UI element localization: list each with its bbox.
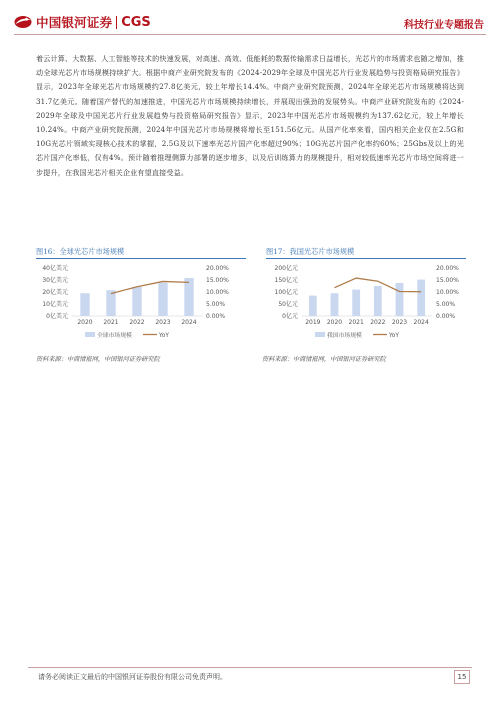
figure-16-chart xyxy=(36,262,246,350)
page-header xyxy=(0,0,500,38)
legend-bar-label: 全球市场规模 xyxy=(97,333,132,339)
y-left-tick-label: 10亿美元 xyxy=(42,301,68,309)
galaxy-logo-icon xyxy=(14,15,32,29)
figure-17-chart xyxy=(266,262,476,350)
figure-16-rule xyxy=(36,258,246,259)
chart-svg xyxy=(266,262,476,350)
header-divider xyxy=(14,34,486,35)
bar-2021 xyxy=(106,290,115,316)
page-number: 15 xyxy=(454,670,470,684)
x-tick-label: 2024 xyxy=(181,319,197,326)
y-right-tick-label: 0.00% xyxy=(436,313,456,321)
y-right-tick-label: 20.00% xyxy=(206,265,229,273)
y-right-tick-label: 10.00% xyxy=(436,289,459,297)
y-left-tick-label: 200亿元 xyxy=(274,265,298,273)
x-tick-label: 2022 xyxy=(129,319,145,326)
yoy-line xyxy=(111,281,189,293)
bar-2024 xyxy=(184,278,193,316)
y-right-tick-label: 15.00% xyxy=(206,277,229,285)
bar-2020 xyxy=(80,293,89,316)
y-left-tick-label: 150亿元 xyxy=(274,277,298,285)
y-right-tick-label: 0.00% xyxy=(206,313,226,321)
y-left-tick-label: 20亿美元 xyxy=(42,289,68,297)
report-type: 科技行业专题报告 xyxy=(404,20,484,31)
y-right-tick-label: 20.00% xyxy=(436,265,459,273)
company-logo xyxy=(14,13,151,31)
y-right-tick-label: 15.00% xyxy=(436,277,459,285)
chart-svg xyxy=(36,262,246,350)
y-right-tick-label: 5.00% xyxy=(206,301,226,309)
y-right-tick-label: 10.00% xyxy=(206,289,229,297)
body-paragraph xyxy=(36,52,464,180)
x-tick-label: 2024 xyxy=(413,319,429,326)
legend-line-label: YoY xyxy=(159,333,169,339)
legend-line-label: YoY xyxy=(389,333,399,339)
x-tick-label: 2019 xyxy=(305,319,321,326)
bar-2023 xyxy=(396,283,404,316)
legend-bar-swatch xyxy=(315,332,325,337)
y-left-tick-label: 0亿元 xyxy=(282,313,298,321)
y-left-tick-label: 100亿元 xyxy=(274,289,298,297)
bar-2022 xyxy=(132,287,141,316)
footer-divider xyxy=(28,667,472,668)
bar-2024 xyxy=(417,280,425,316)
figure-17-title: 图17：我国光芯片市场规模 xyxy=(266,247,355,256)
bar-2023 xyxy=(158,283,167,316)
x-tick-label: 2020 xyxy=(326,319,343,326)
legend-bar-swatch xyxy=(85,332,95,337)
y-left-tick-label: 50亿元 xyxy=(278,301,298,309)
figure-17-source: 资料来源：中商情报网，中国银河证券研究院 xyxy=(262,356,386,363)
x-tick-label: 2021 xyxy=(348,319,364,326)
y-right-tick-label: 5.00% xyxy=(436,301,456,309)
y-left-tick-label: 40亿美元 xyxy=(42,265,68,273)
paragraph-text: 着云计算、大数据、人工智能等技术的快速发展，对高速、高效、低能耗的数据传输需求日益增长，光芯片的市场需求也随之增加，推动全球光芯片市场规模持续扩大。根据中商产业研究院发布的《2024-2029年全球及中国光芯片行业发展趋势与投资格局研究报告》显示，2023年全球光芯片市场规模约27.8亿美元，较上年增长14.4%。中商产业研究院预测，2024年全球光芯片市场规模将达到31.7亿美元。随着国产替代的加速推进，中国光芯片市场规模持续增长，并展现出强劲的发展势头。中商产业研究院发布的《2024-2029年全球及中国光芯片行业发展趋势与投资格局研究报告》显示，2023年中国光芯片市场规模约为137.62亿元，较上年增长10.24%。中商产业研究院预测，2024年中国光芯片市场规模将增长至151.56亿元。从国产化率来看，国内相关企业仅在2.5G和10G光芯片领域实现核心技术的掌握，2.5G及以下速率光芯片国产化率超过90%；10G光芯片国产化率约60%；25Gbs及以上的光芯片国产化率低，仅有4%。预计随着推理侧算力部署的逐步增多，以及后训练算力的规模提升，相对较低速率光芯片市场空间将进一步提升，在我国光芯片相关企业有望直接受益。 xyxy=(36,54,464,177)
figure-17-rule xyxy=(266,258,466,259)
x-tick-label: 2020 xyxy=(77,319,93,326)
logo-cgs: CGS xyxy=(121,14,151,30)
figure-16-title: 图16：全球光芯片市场规模 xyxy=(36,247,125,256)
y-left-tick-label: 0亿美元 xyxy=(46,313,68,321)
bar-2020 xyxy=(331,293,339,316)
logo-divider xyxy=(116,16,117,29)
bar-2019 xyxy=(309,296,317,316)
footer-disclaimer: 请务必阅读正文最后的中国银河证券股份有限公司免责声明。 xyxy=(38,673,227,681)
x-tick-label: 2023 xyxy=(391,319,408,326)
x-tick-label: 2023 xyxy=(155,319,171,326)
x-tick-label: 2021 xyxy=(103,319,119,326)
figure-16-source: 资料来源：中商情报网，中国银河证券研究院 xyxy=(36,356,160,363)
x-tick-label: 2022 xyxy=(370,319,386,326)
bar-2021 xyxy=(352,290,360,316)
legend-bar-label: 我国市场规模 xyxy=(327,333,362,339)
logo-name: 中国银河证券 xyxy=(36,15,113,30)
bar-2022 xyxy=(374,286,382,316)
y-left-tick-label: 30亿美元 xyxy=(42,277,68,285)
